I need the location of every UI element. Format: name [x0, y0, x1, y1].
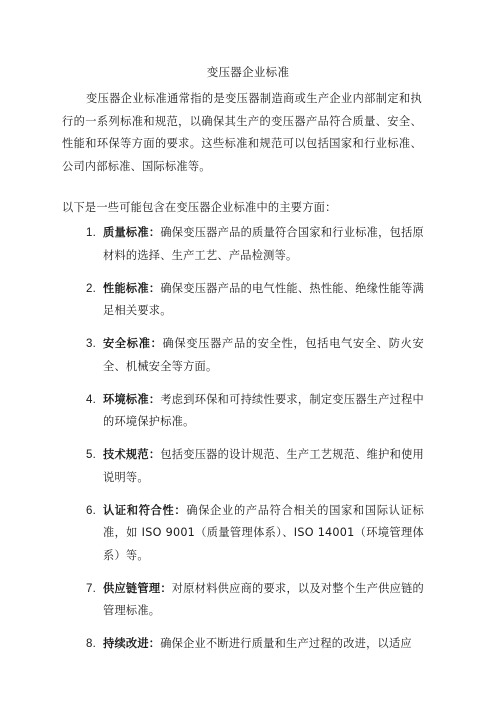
item-number: 5. [86, 449, 97, 461]
list-item [62, 500, 424, 568]
list-item [62, 578, 424, 623]
item-term: 性能标准： [103, 281, 161, 295]
document-title: 变压器企业标准 [206, 65, 290, 79]
item-number: 1. [86, 227, 97, 239]
item-term: 安全标准： [103, 337, 163, 350]
item-number: 8. [86, 638, 97, 650]
item-number: 6. [86, 504, 97, 517]
list-item [62, 222, 424, 267]
item-text: 确保变压器产品的安全性，包括电气安全、防火安全、机械安全等方面。 [103, 337, 424, 373]
item-term: 持续改进： [103, 637, 161, 650]
item-term: 质量标准： [103, 226, 161, 239]
item-number: 2. [86, 282, 97, 295]
intro-paragraph: 变压器企业标准通常指的是变压器制造商或生产企业内部制定和执行的一系列标准和规范，以确保其生产的变压器产品符合质量、安全、性能和环保等方面的要求。这些标准和规范可以包括国家和行业标准、公司内部标准、国际标准等。 [62, 92, 422, 173]
item-text: 确保变压器产品的质量符合国家和行业标准，包括原材料的选择、生产工艺、产品检测等。 [103, 226, 424, 262]
standards-list [62, 222, 424, 666]
list-item [62, 333, 424, 378]
lead-paragraph: 以下是一些可能包含在变压器企业标准中的主要方面： [62, 201, 337, 214]
item-number: 4. [86, 393, 97, 406]
item-number: 7. [86, 582, 97, 595]
list-item [62, 278, 424, 323]
list-item [62, 444, 424, 489]
item-term: 供应链管理： [103, 581, 172, 595]
item-text: 确保企业的产品符合相关的国家和国际认证标准，如 ISO 9001（质量管理体系）、ISO 14001（环境管理体系）等。 [103, 503, 424, 562]
item-text: 确保变压器产品的电气性能、热性能、绝缘性能等满足相关要求。 [103, 281, 424, 317]
item-text: 对原材料供应商的要求，以及对整个生产供应链的管理标准。 [103, 581, 424, 617]
list-item [62, 633, 424, 656]
list-item [62, 389, 424, 434]
item-term: 技术规范： [103, 448, 161, 461]
item-term: 环境标准： [103, 392, 161, 406]
item-text: 确保企业不断进行质量和生产过程的改进，以适应 [160, 637, 412, 650]
item-term: 认证和符合性： [103, 503, 187, 517]
item-text: 考虑到环保和可持续性要求，制定变压器生产过程中的环境保护标准。 [103, 392, 424, 428]
item-text: 包括变压器的设计规范、生产工艺规范、维护和使用说明等。 [103, 448, 424, 484]
item-number: 3. [86, 338, 97, 350]
